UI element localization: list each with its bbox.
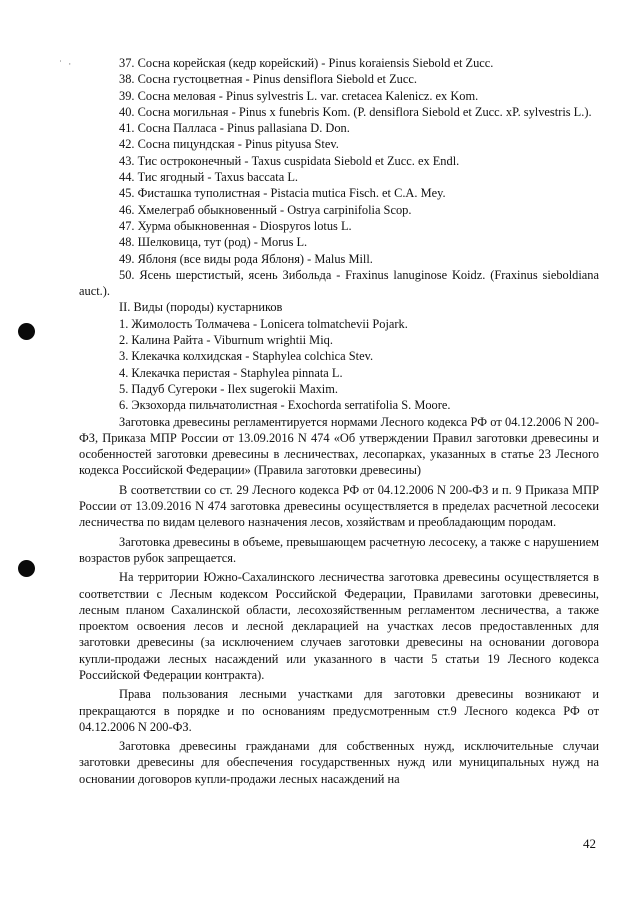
- list-item: 42. Сосна пицундская - Pinus pityusa Stev.: [119, 137, 339, 152]
- list-item: 40. Сосна могильная - Pinus x funebris Kom. (P. densiflora Siebold et Zucc. xP. sylvestris L.).: [119, 104, 592, 119]
- list-item: 39. Сосна меловая - Pinus sylvestris L. var. cretacea Kalenicz. ex Kom.: [119, 88, 479, 103]
- list-item: 5. Падуб Сугероки - Ilex sugerokii Maxim.: [119, 381, 338, 396]
- list-item: 46. Хмелеграб обыкновенный - Ostrya carpinifolia Scop.: [119, 202, 412, 217]
- paragraph: На территории Южно-Сахалинского лесничества заготовка древесины осуществляется в соответствии с Лесным кодексом Российской Федерации, Правилами заготовки древесины, лесным планом Сахалинской области, лесохозяйственным регламентом лесничества, а также проектом освоения лесов и лесной декларацией на участках лесов предоставленных для заготовки древесины (за исключением случаев заготовки древесины на основании договора купли-продажи лесных насаждений или указанного в части 5 статьи 19 Лесного кодекса Российской Федерации контракта).: [79, 570, 599, 682]
- list-item: 38. Сосна густоцветная - Pinus densiflora Siebold et Zucc.: [119, 72, 417, 87]
- paragraph: Заготовка древесины регламентируется нормами Лесного кодекса РФ от 04.12.2006 N 200-ФЗ, Приказа МПР России от 13.09.2016 N 474 «Об утверждении Правил заготовки древесины и особенностей заготовки древесины в лесничествах, лесопарках, указанных в статье 23 Лесного кодекса Российской Федерации» (Правила заготовки древесины): [79, 414, 599, 478]
- list-item: 45. Фисташка туполистная - Pistacia mutica Fisch. et C.A. Mey.: [119, 186, 446, 201]
- list-item: 49. Яблоня (все виды рода Яблоня) - Malus Mill.: [119, 251, 373, 266]
- list-item: 50. Ясень шерстистый, ясень Зибольда - Fraxinus lanuginose Koidz. (Fraxinus sieboldiana auct.).: [79, 267, 599, 299]
- list-item: 1. Жимолость Толмачева - Lonicera tolmatchevii Pojark.: [119, 316, 408, 331]
- list-item: 47. Хурма обыкновенная - Diospyros lotus L.: [119, 218, 352, 233]
- list-item: 44. Тис ягодный - Taxus baccata L.: [119, 170, 299, 185]
- list-item: 6. Экзохорда пильчатолистная - Exochorda serratifolia S. Moore.: [119, 398, 451, 413]
- page-number: 42: [583, 836, 596, 851]
- paragraph: Заготовка древесины гражданами для собственных нужд, исключительные случаи заготовки древесины для обеспечения государственных нужд или муниципальных нужд на основании договоров купли-продажи лесных насаждений на: [79, 739, 599, 786]
- list-item: 41. Сосна Палласа - Pinus pallasiana D. Don.: [119, 121, 350, 136]
- list-item: 48. Шелковица, тут (род) - Morus L.: [119, 235, 308, 250]
- paragraph: Права пользования лесными участками для заготовки древесины возникают и прекращаются в порядке и по основаниям предусмотренным ст.9 Лесного кодекса РФ от 04.12.2006 N 200-ФЗ.: [79, 687, 599, 734]
- list-item: 4. Клекачка перистая - Staphylea pinnata L.: [119, 365, 343, 380]
- scan-specks: ˙ ·: [59, 59, 74, 69]
- list-item: 37. Сосна корейская (кедр корейский) - Pinus koraiensis Siebold et Zucc.: [119, 56, 494, 70]
- paragraph: В соответствии со ст. 29 Лесного кодекса РФ от 04.12.2006 N 200-ФЗ и п. 9 Приказа МПР России от 13.09.2016 N 474 заготовка древесины осуществляется в пределах расчетной лесосеки лесничества по видам целевого назначения лесов, хозяйствам и преобладающим породам.: [79, 482, 599, 530]
- punch-hole-lower: [18, 560, 35, 577]
- document-body: [79, 55, 599, 787]
- list-item: 3. Клекачка колхидская - Staphylea colchica Stev.: [119, 349, 374, 364]
- list-item: 2. Калина Райта - Viburnum wrightii Miq.: [119, 333, 333, 348]
- list-item: 43. Тис остроконечный - Taxus cuspidata Siebold et Zucc. ex Endl.: [119, 153, 460, 168]
- section-heading: II. Виды (породы) кустарников: [119, 300, 283, 315]
- paragraph: Заготовка древесины в объеме, превышающем расчетную лесосеку, а также с нарушением возрастов рубок запрещается.: [79, 534, 599, 565]
- punch-hole-upper: [18, 323, 35, 340]
- species-list: [79, 55, 599, 414]
